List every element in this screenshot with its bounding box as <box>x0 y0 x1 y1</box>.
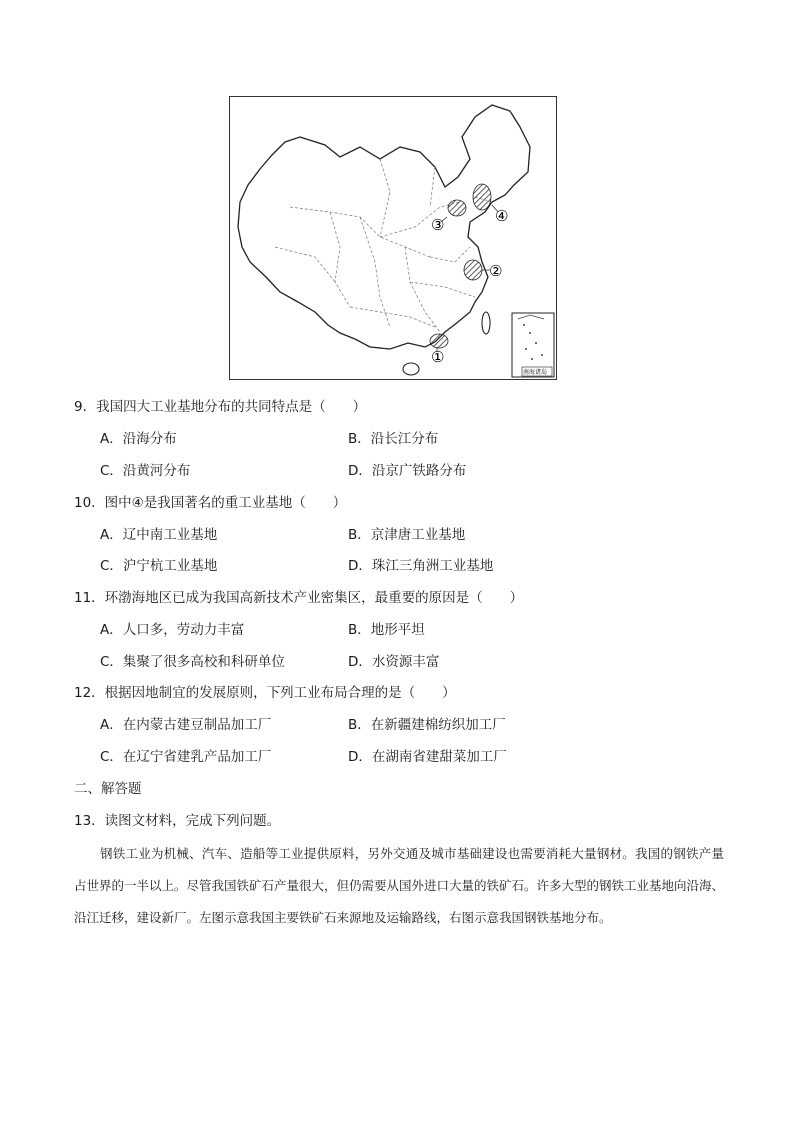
question-10-option-d[interactable]: D．珠江三角洲工业基地 <box>348 558 494 574</box>
passage-text: 钢铁工业为机械、汽车、造船等工业提供原料，另外交通及城市基础建设也需要消耗大量钢材。我国的钢铁产量占世界的一半以上。尽管我国铁矿石产量很大，但仍需要从国外进口大量的铁矿石。许多大型的钢铁工业基地向沿海、沿江迁移，建设新厂。左图示意我国主要铁矿石来源地及运输路线，右图示意我国钢铁基地分布。 <box>74 846 725 925</box>
label-2: ② <box>489 262 503 280</box>
question-9-option-c[interactable]: C．沿黄河分布 <box>100 463 191 479</box>
reading-passage <box>74 838 724 934</box>
question-13-stem: 13．读图文材料，完成下列问题。 <box>74 813 281 829</box>
question-9-option-d[interactable]: D．沿京广铁路分布 <box>348 463 467 479</box>
label-1: ① <box>431 348 445 366</box>
question-10-option-a[interactable]: A．辽中南工业基地 <box>100 527 218 543</box>
question-10-option-c[interactable]: C．沪宁杭工业基地 <box>100 558 218 574</box>
section-heading: 二、解答题 <box>74 781 142 797</box>
hainan-island <box>403 363 419 375</box>
question-11-option-c[interactable]: C．集聚了很多高校和科研单位 <box>100 654 285 670</box>
base-region-2 <box>464 260 482 280</box>
question-9-option-b[interactable]: B．沿长江分布 <box>348 431 439 447</box>
question-11-option-b[interactable]: B．地形平坦 <box>348 622 425 638</box>
base-region-1 <box>430 334 448 348</box>
question-9-stem: 9．我国四大工业基地分布的共同特点是（ ） <box>74 399 367 415</box>
question-12-option-d[interactable]: D．在湖南省建甜菜加工厂 <box>348 749 507 765</box>
label-3: ③ <box>431 216 445 234</box>
question-11-option-a[interactable]: A．人口多，劳动力丰富 <box>100 622 245 638</box>
question-9-option-a[interactable]: A．沿海分布 <box>100 431 177 447</box>
china-map-svg <box>230 97 556 379</box>
taiwan-island <box>482 312 490 334</box>
base-region-3 <box>448 200 466 216</box>
question-10-option-b[interactable]: B．京津唐工业基地 <box>348 527 466 543</box>
question-12-stem: 12．根据因地制宜的发展原则，下列工业布局合理的是（ ） <box>74 685 456 701</box>
inset-label: 南海诸岛 <box>523 369 548 376</box>
question-11-option-d[interactable]: D．水资源丰富 <box>348 654 440 670</box>
question-12-option-c[interactable]: C．在辽宁省建乳产品加工厂 <box>100 749 272 765</box>
question-10-stem: 10．图中④是我国著名的重工业基地（ ） <box>74 495 347 511</box>
china-map-figure <box>229 96 557 380</box>
question-12-option-a[interactable]: A．在内蒙古建豆制品加工厂 <box>100 717 272 733</box>
question-11-stem: 11．环渤海地区已成为我国高新技术产业密集区，最重要的原因是（ ） <box>74 590 524 606</box>
label-4: ④ <box>495 207 509 225</box>
base-region-4 <box>473 184 491 210</box>
question-12-option-b[interactable]: B．在新疆建棉纺织加工厂 <box>348 717 506 733</box>
